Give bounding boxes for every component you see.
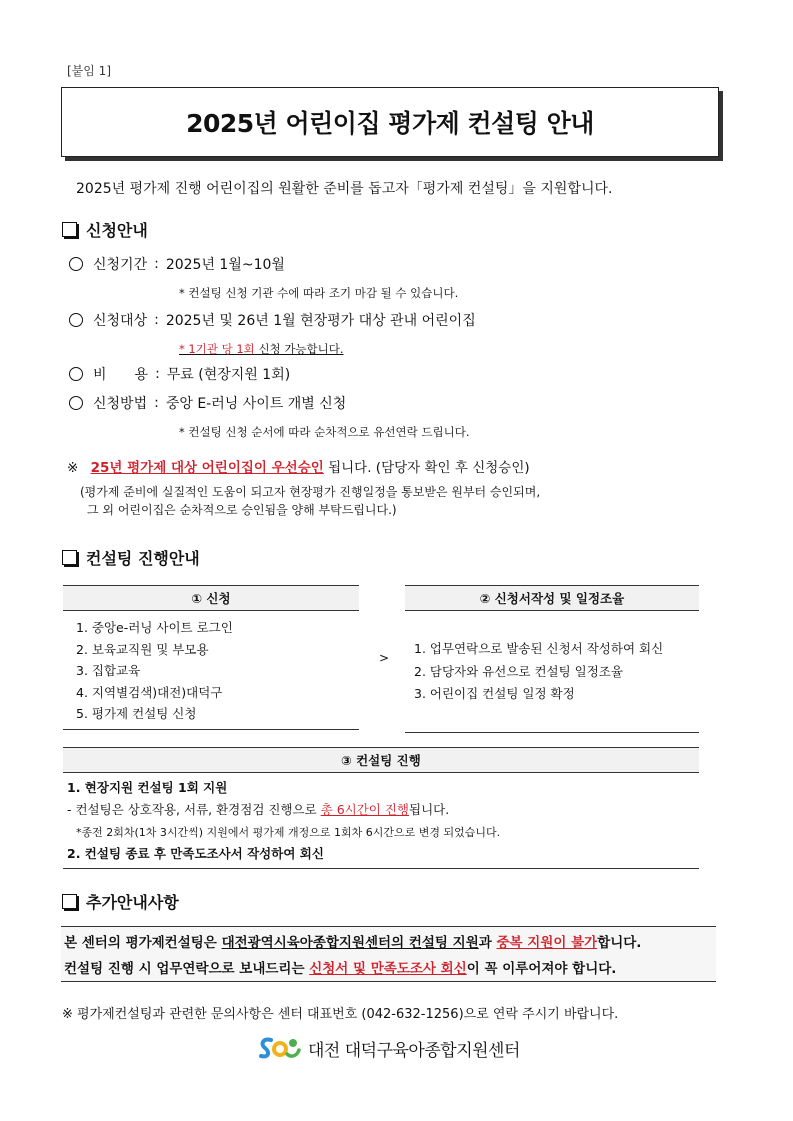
step1-panel bbox=[63, 585, 359, 730]
row-label: 비 용 bbox=[93, 367, 149, 383]
list-item: 5. 평가제 컨설팅 신청 bbox=[76, 706, 197, 721]
line-text: - 컨설팅은 상호작용, 서류, 환경점검 진행으로 bbox=[67, 802, 321, 817]
circle-bullet-icon bbox=[69, 313, 83, 327]
section-heading: 추가안내사항 bbox=[86, 893, 179, 912]
row-value: 2025년 1월~10월 bbox=[165, 257, 285, 273]
attachment-label: [붙임 1] bbox=[67, 64, 111, 78]
priority-detail-2: 그 외 어린이집은 순차적으로 승인됨을 양해 부탁드립니다.) bbox=[87, 503, 397, 517]
section-additional bbox=[62, 890, 179, 913]
center-logo-icon bbox=[257, 1034, 303, 1062]
circle-bullet-icon bbox=[69, 257, 83, 271]
checkbox-square-icon bbox=[62, 222, 77, 237]
step3-title: ③ 컨설팅 진행 bbox=[63, 747, 699, 773]
duplicate-warning: 중복 지원이 불가 bbox=[496, 935, 598, 951]
list-item: 2. 보육교직원 및 부모용 bbox=[76, 641, 209, 657]
line-text: 합니다. bbox=[597, 935, 642, 951]
step3-line-2 bbox=[67, 798, 699, 821]
row-label: 신청방법 bbox=[93, 396, 148, 412]
section-process bbox=[62, 546, 200, 569]
list-item: 4. 지역별검색)대전)대덕구 bbox=[76, 684, 223, 700]
priority-notice bbox=[67, 456, 530, 476]
cost-row: 비 용 : 무료 (현장지원 1회) bbox=[69, 364, 290, 384]
step3-panel bbox=[63, 747, 699, 869]
step3-body bbox=[63, 773, 699, 869]
row-value: 무료 (현장지원 1회) bbox=[166, 367, 291, 383]
notice-line-2 bbox=[64, 957, 616, 977]
section-heading: 컨설팅 진행안내 bbox=[86, 549, 200, 568]
note-highlight: * 1기관 당 1회 bbox=[179, 342, 255, 356]
apply-method-note: * 컨설팅 신청 순서에 따라 순차적으로 유선연락 드립니다. bbox=[179, 425, 470, 439]
center-support-underlined: 대전광역시육아종합지원센터의 컨설팅 지원 bbox=[221, 935, 479, 951]
priority-highlight: 25년 평가제 대상 어린이집이 우선승인 bbox=[90, 460, 324, 476]
apply-method-row: 신청방법 : 중앙 E-러닝 사이트 개별 신청 bbox=[69, 393, 346, 413]
list-item: 1. 업무연락으로 발송된 신청서 작성하여 회신 bbox=[414, 641, 664, 656]
section-heading: 신청안내 bbox=[86, 221, 148, 240]
section-applying bbox=[62, 218, 148, 241]
page-title: 2025년 어린이집 평가제 컨설팅 안내 bbox=[186, 109, 594, 138]
row-value: 중앙 E-러닝 사이트 개별 신청 bbox=[165, 396, 347, 412]
row-label: 신청대상 bbox=[93, 313, 148, 329]
list-item: 3. 집합교육 bbox=[76, 663, 141, 678]
line-text: 됩니다. bbox=[409, 802, 450, 817]
reply-warning: 신청서 및 만족도조사 회신 bbox=[309, 961, 467, 977]
circle-bullet-icon bbox=[69, 396, 83, 410]
arrow-icon: > bbox=[379, 651, 390, 665]
apply-target-row: 신청대상 : 2025년 및 26년 1월 현장평가 대상 관내 어린이집 bbox=[69, 310, 476, 330]
step2-list bbox=[405, 611, 699, 733]
footer-org-name: 대전 대덕구육아종합지원센터 bbox=[308, 1040, 520, 1061]
step2-title: ② 신청서작성 및 일정조율 bbox=[405, 585, 699, 611]
contact-notice: ※ 평가제컨설팅과 관련한 문의사항은 센터 대표번호 (042-632-1256)으로 연락 주시기 바랍니다. bbox=[62, 1007, 619, 1022]
line-text: 컨설팅 진행 시 업무연락으로 보내드리는 bbox=[64, 961, 310, 977]
row-label: 신청기간 bbox=[93, 257, 148, 273]
note-rest: 신청 가능합니다. bbox=[254, 342, 344, 356]
apply-period-row: 신청기간 : 2025년 1월~10월 bbox=[69, 254, 285, 274]
notice-line-1 bbox=[64, 931, 641, 951]
priority-detail-1: (평가제 준비에 실질적인 도움이 되고자 현장평가 진행일정을 통보받은 원부터 승인되며, bbox=[80, 485, 541, 499]
intro-text: 2025년 평가제 진행 어린이집의 원활한 준비를 돕고자「평가제 컨설팅」을 지원합니다. bbox=[76, 181, 613, 197]
list-item: 2. 담당자와 유선으로 컨설팅 일정조율 bbox=[414, 663, 623, 679]
checkbox-square-icon bbox=[62, 550, 77, 565]
step3-line-1: 1. 현장지원 컨설팅 1회 지원 bbox=[67, 780, 228, 795]
apply-period-note: * 컨설팅 신청 기관 수에 따라 조기 마감 될 수 있습니다. bbox=[179, 286, 459, 300]
footer-logo bbox=[257, 1034, 520, 1062]
checkbox-square-icon bbox=[62, 894, 77, 909]
line-text: 과 bbox=[478, 935, 497, 951]
step1-title: ① 신청 bbox=[63, 585, 359, 611]
step3-line-3: *종전 2회차(1차 3시간씩) 지원에서 평가제 개정으로 1회차 6시간으로 변경 되었습니다. bbox=[76, 826, 501, 839]
list-item: 1. 중앙e-러닝 사이트 로그인 bbox=[76, 620, 233, 635]
row-value: 2025년 및 26년 1월 현장평가 대상 관내 어린이집 bbox=[165, 313, 476, 329]
step3-line-4: 2. 컨설팅 종료 후 만족도조사서 작성하여 회신 bbox=[67, 846, 324, 861]
reference-mark: ※ bbox=[67, 460, 79, 476]
additional-notice-box bbox=[61, 926, 716, 982]
circle-bullet-icon bbox=[69, 367, 83, 381]
step1-list bbox=[63, 611, 359, 730]
step2-panel bbox=[405, 585, 699, 733]
line-text: 본 센터의 평가제컨설팅은 bbox=[64, 935, 222, 951]
line-text: 이 꼭 이루어져야 합니다. bbox=[466, 961, 617, 977]
title-box bbox=[61, 87, 719, 157]
apply-target-note bbox=[179, 341, 344, 357]
duration-highlight: 총 6시간이 진행 bbox=[320, 802, 410, 817]
list-item: 3. 어린이집 컨설팅 일정 확정 bbox=[414, 686, 575, 701]
priority-rest: 됩니다. (담당자 확인 후 신청승인) bbox=[323, 460, 530, 476]
